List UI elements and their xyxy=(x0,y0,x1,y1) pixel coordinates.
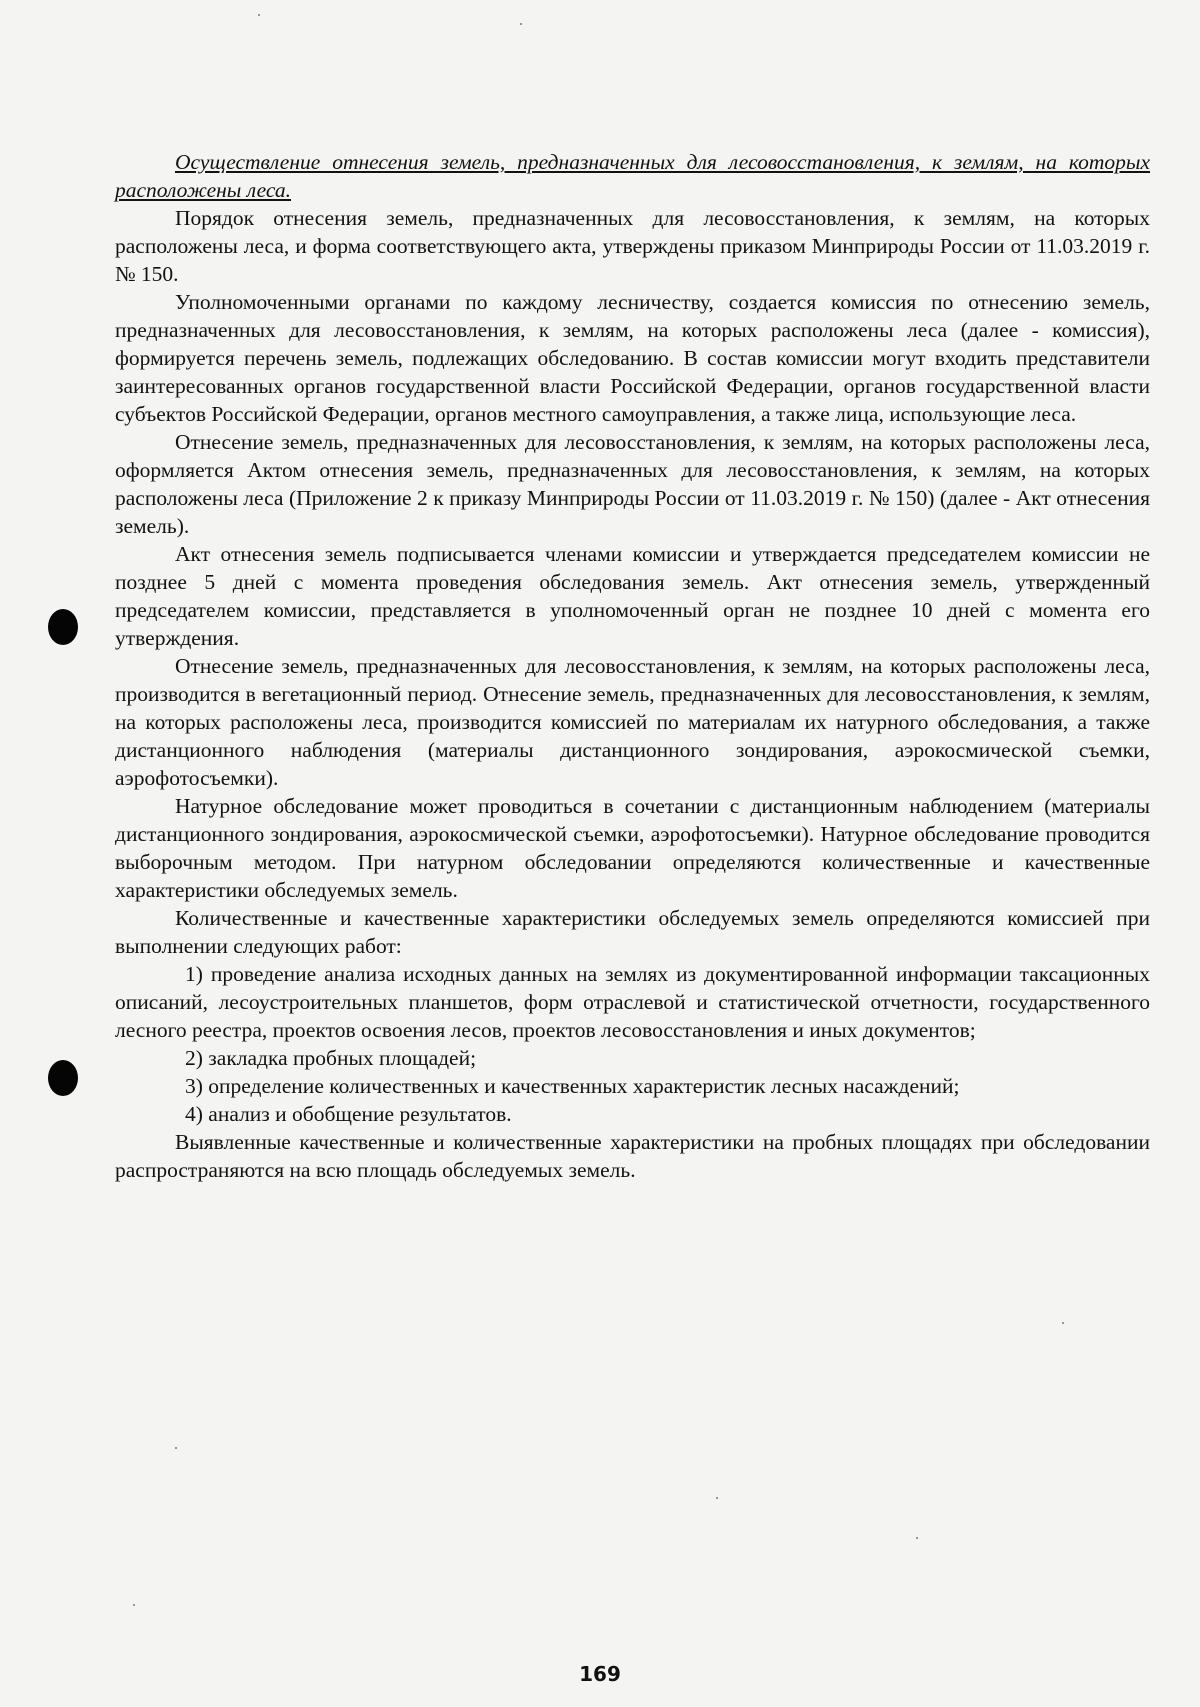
list-item: 4) анализ и обобщение результатов. xyxy=(185,1102,512,1126)
scan-speck xyxy=(258,14,260,16)
list-item: 3) определение количественных и качественных характеристик лесных насаждений; xyxy=(185,1074,960,1098)
paragraph: Натурное обследование может проводиться в сочетании с дистанционным наблюдением (материалы дистанционного зондирования, аэрокосмической съемки, аэрофотосъемки). Натурное обследование проводится выборочным методом. При натурном обследовании определяются количественные и качественные характеристики обследуемых земель. xyxy=(115,794,1150,902)
paragraph: Порядок отнесения земель, предназначенных для лесовосстановления, к землям, на которых расположены леса, и форма соответствующего акта, утверждены приказом Минприроды России от 11.03.2019 г. № 150. xyxy=(115,206,1150,286)
scan-speck xyxy=(916,1537,918,1539)
closing-paragraph: Выявленные качественные и количественные характеристики на пробных площадях при обследовании распространяются на всю площадь обследуемых земель. xyxy=(115,1130,1150,1182)
page-number: 169 xyxy=(579,1662,621,1686)
paragraph: Отнесение земель, предназначенных для лесовосстановления, к землям, на которых расположены леса, производится в вегетационный период. Отнесение земель, предназначенных для лесовосстановления, к землям, на которых расположены леса, производится комиссией по материалам их натурного обследования, а также дистанционного наблюдения (материалы дистанционного зондирования, аэрокосмической съемки, аэрофотосъемки). xyxy=(115,654,1150,790)
paragraph: Акт отнесения земель подписывается членами комиссии и утверждается председателем комиссии не позднее 5 дней с момента проведения обследования земель. Акт отнесения земель, утвержденный председателем комиссии, представляется в уполномоченный орган не позднее 10 дней с момента его утверждения. xyxy=(115,542,1150,650)
section-heading: Осуществление отнесения земель, предназначенных для лесовосстановления, к землям, на которых расположены леса. xyxy=(115,150,1150,202)
scan-speck xyxy=(1062,1322,1064,1324)
list-item: 2) закладка пробных площадей; xyxy=(185,1046,477,1070)
paragraph: Отнесение земель, предназначенных для лесовосстановления, к землям, на которых расположены леса, оформляется Актом отнесения земель, предназначенных для лесовосстановления, к землям, на которых расположены леса (Приложение 2 к приказу Минприроды России от 11.03.2019 г. № 150) (далее - Акт отнесения земель). xyxy=(115,430,1150,538)
scan-speck xyxy=(175,1447,177,1449)
list-item: 1) проведение анализа исходных данных на землях из документированной информации таксационных описаний, лесоустроительных планшетов, форм отраслевой и статистической отчетности, государственного лесного реестра, проектов освоения лесов, проектов лесовосстановления и иных документов; xyxy=(115,962,1150,1042)
scan-speck xyxy=(716,1497,718,1499)
paragraph: Уполномоченными органами по каждому лесничеству, создается комиссия по отнесению земель, предназначенных для лесовосстановления, к землям, на которых расположены леса (далее - комиссия), формируется перечень земель, подлежащих обследованию. В состав комиссии могут входить представители заинтересованных органов государственной власти Российской Федерации, органов государственной власти субъектов Российской Федерации, органов местного самоуправления, а также лица, использующие леса. xyxy=(115,290,1150,426)
binder-hole xyxy=(48,1060,78,1096)
paragraph: Количественные и качественные характеристики обследуемых земель определяются комиссией при выполнении следующих работ: xyxy=(115,906,1150,958)
scan-speck xyxy=(520,23,522,25)
binder-hole xyxy=(48,609,78,645)
scan-speck xyxy=(133,1604,135,1606)
document-body xyxy=(115,148,1150,1184)
